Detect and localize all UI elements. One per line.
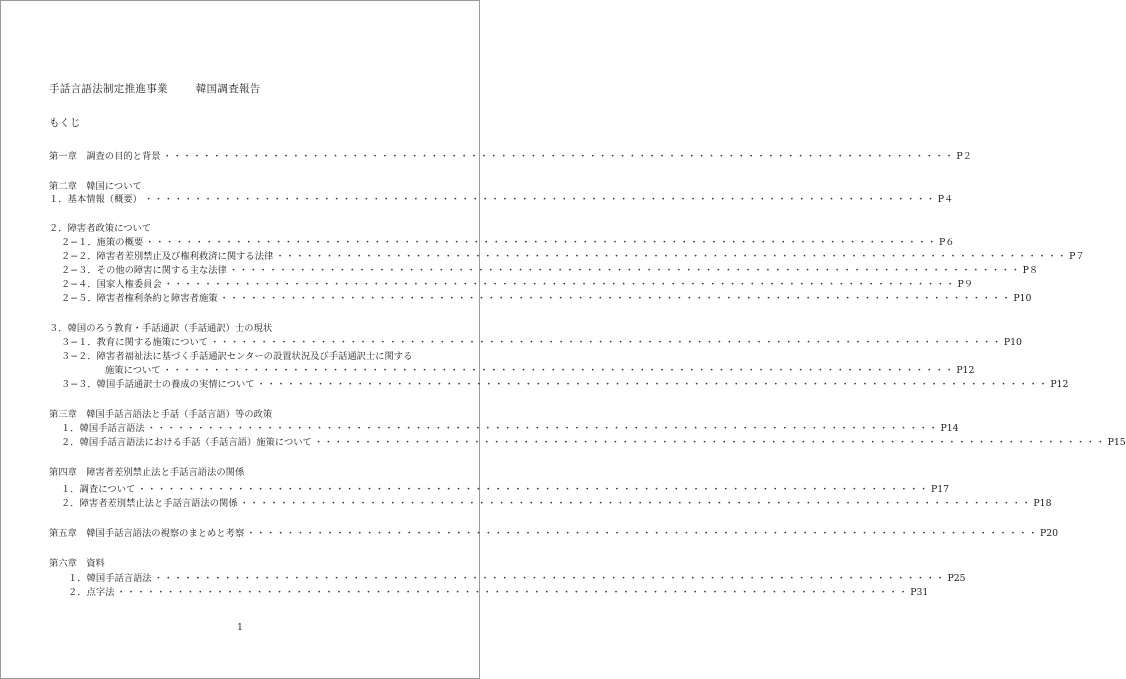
toc-leader: ・・・・・・・・・・・・・・・・・・・・・・・・・・・・・・・・・・・・・・・・・・・・・・・・・・・・・・・・・・・・・・・・・・・・・・・・・・・・・・・・ xyxy=(163,279,956,290)
toc-page: P10 xyxy=(1003,337,1022,348)
toc-item-4-1[interactable] xyxy=(1,484,950,496)
toc-item-6-1[interactable] xyxy=(1,573,966,585)
toc-item-2-2-3[interactable] xyxy=(1,265,1039,277)
project-title: 手話言語法制定推進事業 xyxy=(49,83,168,95)
toc-item-3-1[interactable] xyxy=(1,423,959,435)
toc-label: ２−２．障害者差別禁止及び権利救済に関する法律 xyxy=(61,251,274,262)
toc-page: P12 xyxy=(956,365,975,376)
toc-item-2-3-3[interactable] xyxy=(1,379,1069,391)
toc-label: １．韓国手話言語法 xyxy=(61,423,145,434)
toc-chapter-3 xyxy=(1,409,479,421)
toc-item-2-1[interactable] xyxy=(1,194,954,206)
toc-page: P31 xyxy=(910,587,929,598)
toc-page: P14 xyxy=(940,423,959,434)
page-number: 1 xyxy=(237,623,243,633)
toc-item-2-3-2[interactable] xyxy=(1,365,975,377)
toc-leader: ・・・・・・・・・・・・・・・・・・・・・・・・・・・・・・・・・・・・・・・・・・・・・・・・・・・・・・・・・・・・・・・・・・・・・・・・・・・・・・・・ xyxy=(256,379,1049,390)
toc-page: P12 xyxy=(1050,379,1069,390)
toc-page: P10 xyxy=(1013,293,1032,304)
toc-label: ２−５．障害者権利条約と障害者施策 xyxy=(61,293,218,304)
report-title: 韓国調査報告 xyxy=(195,83,261,95)
toc-label: ３−１．教育に関する施策について xyxy=(61,337,209,348)
toc-label: 第三章 韓国手話言語法と手話（手話言語）等の政策 xyxy=(49,409,273,420)
toc-leader: ・・・・・・・・・・・・・・・・・・・・・・・・・・・・・・・・・・・・・・・・・・・・・・・・・・・・・・・・・・・・・・・・・・・・・・・・・・・・・・・・ xyxy=(228,265,1021,276)
toc-label: １．調査について xyxy=(61,484,136,495)
toc-leader: ・・・・・・・・・・・・・・・・・・・・・・・・・・・・・・・・・・・・・・・・・・・・・・・・・・・・・・・・・・・・・・・・・・・・・・・・・・・・・・・・ xyxy=(153,573,946,584)
toc-label: 第六章 資料 xyxy=(49,558,105,569)
toc-page: P18 xyxy=(1033,498,1052,509)
toc-label: １．基本情報（概要） xyxy=(49,194,142,205)
toc-item-3-2[interactable] xyxy=(1,437,1126,449)
toc-label: ３−２．障害者福祉法に基づく手話通訳センターの設置状況及び手話通訳士に関する xyxy=(61,351,413,362)
toc-leader: ・・・・・・・・・・・・・・・・・・・・・・・・・・・・・・・・・・・・・・・・・・・・・・・・・・・・・・・・・・・・・・・・・・・・・・・・・・・・・・・・ xyxy=(313,437,1106,448)
toc-page: P17 xyxy=(930,484,950,495)
toc-chapter-6 xyxy=(1,558,479,570)
toc-label: 第五章 韓国手話言語法の視察のまとめと考察 xyxy=(49,528,245,539)
toc-label: ２−３．その他の障害に関する主な法律 xyxy=(61,265,227,276)
toc-leader: ・・・・・・・・・・・・・・・・・・・・・・・・・・・・・・・・・・・・・・・・・・・・・・・・・・・・・・・・・・・・・・・・・・・・・・・・・・・・・・・・ xyxy=(146,423,939,434)
toc-label: ２．韓国手話言語法における手話（手話言語）施策について xyxy=(61,437,312,448)
toc-chapter-4 xyxy=(1,467,479,479)
toc-leader: ・・・・・・・・・・・・・・・・・・・・・・・・・・・・・・・・・・・・・・・・・・・・・・・・・・・・・・・・・・・・・・・・・・・・・・・・・・・・・・・・ xyxy=(246,528,1039,539)
toc-leader: ・・・・・・・・・・・・・・・・・・・・・・・・・・・・・・・・・・・・・・・・・・・・・・・・・・・・・・・・・・・・・・・・・・・・・・・・・・・・・・・・ xyxy=(239,498,1032,509)
toc-leader: ・・・・・・・・・・・・・・・・・・・・・・・・・・・・・・・・・・・・・・・・・・・・・・・・・・・・・・・・・・・・・・・・・・・・・・・・・・・・・・・・ xyxy=(275,251,1068,262)
toc-item-2-3-2-line1 xyxy=(1,351,479,363)
toc-chapter-1[interactable] xyxy=(1,151,972,163)
toc-item-4-2[interactable] xyxy=(1,498,1052,510)
toc-page: P20 xyxy=(1040,528,1059,539)
toc-leader: ・・・・・・・・・・・・・・・・・・・・・・・・・・・・・・・・・・・・・・・・・・・・・・・・・・・・・・・・・・・・・・・・・・・・・・・・・・・・・・・・ xyxy=(210,337,1002,348)
toc-section-2-2 xyxy=(1,223,479,235)
toc-leader: ・・・・・・・・・・・・・・・・・・・・・・・・・・・・・・・・・・・・・・・・・・・・・・・・・・・・・・・・・・・・・・・・・・・・・・・・・・・・・・・・ xyxy=(137,484,929,495)
toc-item-2-2-4[interactable] xyxy=(1,279,974,291)
toc-page: P２ xyxy=(956,151,972,162)
toc-label: 第四章 障害者差別禁止法と手話言語法の関係 xyxy=(49,467,245,478)
toc-page: P７ xyxy=(1069,251,1085,262)
toc-page: P15 xyxy=(1107,437,1126,448)
toc-item-6-2[interactable] xyxy=(1,587,929,599)
toc-label: ３−３．韓国手話通訳士の養成の実情について xyxy=(61,379,255,390)
document-title xyxy=(49,81,261,96)
toc-label: 第二章 韓国について xyxy=(49,181,142,192)
toc-label: １．韓国手話言語法 xyxy=(68,573,152,584)
toc-item-2-2-2[interactable] xyxy=(1,251,1085,263)
toc-label: ２−１．施策の概要 xyxy=(61,237,144,248)
toc-leader: ・・・・・・・・・・・・・・・・・・・・・・・・・・・・・・・・・・・・・・・・・・・・・・・・・・・・・・・・・・・・・・・・・・・・・・・・・・・・・・・・ xyxy=(162,365,955,376)
toc-leader: ・・・・・・・・・・・・・・・・・・・・・・・・・・・・・・・・・・・・・・・・・・・・・・・・・・・・・・・・・・・・・・・・・・・・・・・・・・・・・・・・ xyxy=(219,293,1012,304)
toc-leader: ・・・・・・・・・・・・・・・・・・・・・・・・・・・・・・・・・・・・・・・・・・・・・・・・・・・・・・・・・・・・・・・・・・・・・・・・・・・・・・・・ xyxy=(116,587,909,598)
toc-page: P25 xyxy=(947,573,966,584)
toc-leader: ・・・・・・・・・・・・・・・・・・・・・・・・・・・・・・・・・・・・・・・・・・・・・・・・・・・・・・・・・・・・・・・・・・・・・・・・・・・・・・・・ xyxy=(162,151,955,162)
toc-page: P６ xyxy=(938,237,955,248)
toc-item-2-2-5[interactable] xyxy=(1,293,1032,305)
toc-label: 施策について xyxy=(105,365,161,376)
toc-chapter-5[interactable] xyxy=(1,528,1059,540)
toc-item-2-2-1[interactable] xyxy=(1,237,955,249)
toc-label: ３．韓国のろう教育・手話通訳（手話通訳）士の現状 xyxy=(49,323,273,334)
toc-chapter-2 xyxy=(1,181,479,193)
toc-heading: もくじ xyxy=(49,117,81,129)
toc-page: P４ xyxy=(937,194,954,205)
toc-section-2-3 xyxy=(1,323,479,335)
toc-leader: ・・・・・・・・・・・・・・・・・・・・・・・・・・・・・・・・・・・・・・・・・・・・・・・・・・・・・・・・・・・・・・・・・・・・・・・・・・・・・・・・ xyxy=(143,194,936,205)
toc-item-2-3-1[interactable] xyxy=(1,337,1022,349)
toc-label: 第一章 調査の目的と背景 xyxy=(49,151,161,162)
toc-label: ２．点字法 xyxy=(68,587,115,598)
toc-label: ２−４．国家人権委員会 xyxy=(61,279,162,290)
toc-leader: ・・・・・・・・・・・・・・・・・・・・・・・・・・・・・・・・・・・・・・・・・・・・・・・・・・・・・・・・・・・・・・・・・・・・・・・・・・・・・・・・ xyxy=(145,237,937,248)
toc-label: ２．障害者差別禁止法と手話言語法の関係 xyxy=(61,498,238,509)
toc-page: P８ xyxy=(1022,265,1039,276)
toc-page: P９ xyxy=(957,279,974,290)
toc-label: ２．障害者政策について xyxy=(49,223,152,234)
